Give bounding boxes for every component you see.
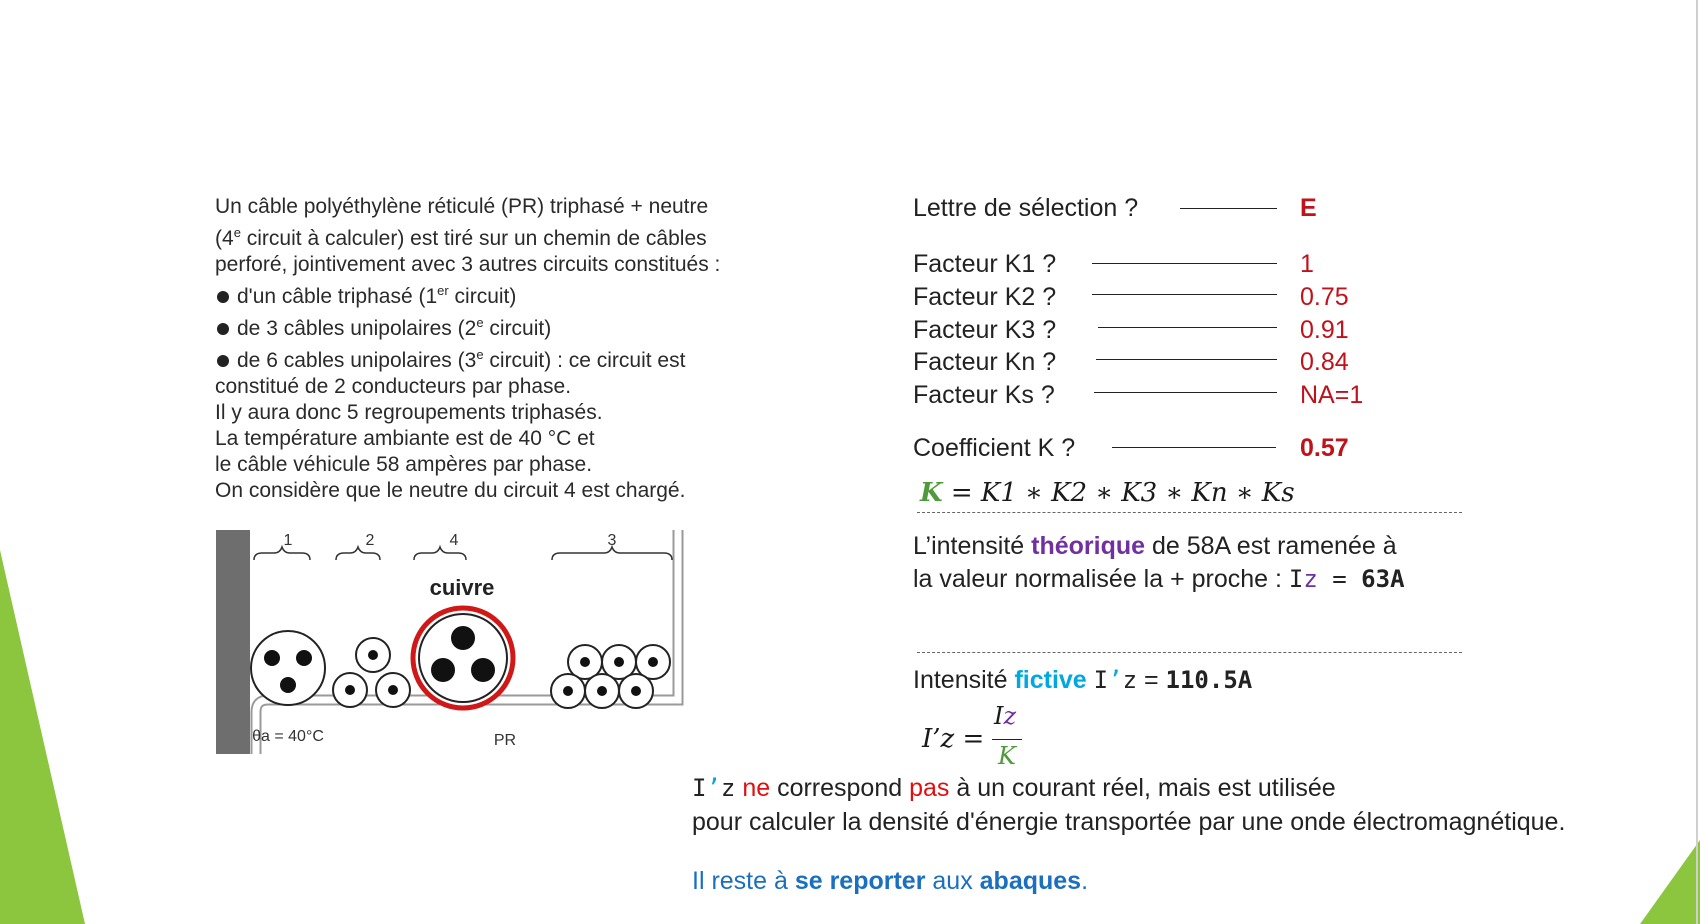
- problem-statement: [215, 194, 720, 504]
- group-label-3: 3: [607, 532, 617, 549]
- problem-bullet-3: de 6 cables unipolaires (3e circuit) : ce circuit est: [215, 342, 720, 374]
- leader-line: [1098, 327, 1277, 328]
- intensity-theoretical-line-1: L’intensité théorique de 58A est ramenée à: [913, 532, 1397, 560]
- question-k2: Facteur K2 ?: [913, 283, 1057, 311]
- leader-line: [1092, 263, 1277, 264]
- answer-letter: E: [1300, 194, 1317, 222]
- left-green-triangle: [0, 550, 85, 924]
- formula-iz-numerator: Iz: [994, 702, 1017, 730]
- intensity-theoretical-line-2: la valeur normalisée la + proche : Iz = 63A: [913, 565, 1405, 593]
- problem-line-8: Il y aura donc 5 regroupements triphasés.: [215, 401, 603, 424]
- formula-iz-denominator: K: [998, 742, 1016, 770]
- answer-k2: 0.75: [1300, 283, 1349, 311]
- wall: [216, 530, 250, 754]
- answer-ks: NA=1: [1300, 381, 1364, 409]
- question-kn: Facteur Kn ?: [913, 348, 1057, 376]
- question-letter: Lettre de sélection ?: [913, 194, 1139, 222]
- bullet-icon: [217, 291, 229, 303]
- i-prime-z-value: 110.5A: [1165, 666, 1253, 694]
- problem-line-9: La température ambiante est de 40 °C et: [215, 427, 595, 450]
- insulation-label: PR: [493, 732, 517, 749]
- problem-line-1: Un câble polyéthylène réticulé (PR) triphasé + neutre: [215, 195, 709, 218]
- problem-line-3: perforé, jointivement avec 3 autres circuits constitués :: [215, 253, 721, 276]
- leader-line: [1180, 208, 1277, 209]
- formula-k: [920, 478, 1295, 508]
- cable-circuit-1: [251, 631, 325, 705]
- separator-2: [917, 652, 1462, 653]
- separator-1: [917, 512, 1462, 513]
- group-label-4: 4: [449, 532, 459, 549]
- question-coefficient: Coefficient K ?: [913, 434, 1076, 462]
- temperature-label: θa = 40°C: [252, 728, 324, 745]
- formula-k-rest: = K1 ∗ K2 ∗ K3 ∗ Kn ∗ Ks: [942, 478, 1295, 508]
- problem-bullet-2: de 3 câbles unipolaires (2e circuit): [215, 310, 720, 342]
- intensity-fictive: Intensité fictive I’z = 110.5A: [913, 666, 1253, 694]
- right-green-triangle: [1640, 840, 1700, 924]
- answer-kn: 0.84: [1300, 348, 1349, 376]
- problem-line-7: constitué de 2 conducteurs par phase.: [215, 375, 572, 398]
- cable-circuit-4: [413, 608, 513, 708]
- note-line-1: I’z ne correspond pas à un courant réel, mais est utilisée: [692, 774, 1336, 802]
- cable-tray-diagram: [210, 520, 700, 780]
- conclusion: Il reste à se reporter aux abaques.: [692, 867, 1089, 895]
- problem-line-2: (4e circuit à calculer) est tiré sur un chemin de câbles: [215, 225, 707, 250]
- fraction-bar: [992, 739, 1022, 740]
- question-k3: Facteur K3 ?: [913, 316, 1057, 344]
- cable-circuit-3: [551, 645, 670, 708]
- iz-value: 63A: [1361, 565, 1405, 593]
- leader-line: [1096, 359, 1277, 360]
- answer-k3: 0.91: [1300, 316, 1349, 344]
- note-line-2: pour calculer la densité d'énergie transportée par une onde électromagnétique.: [692, 808, 1566, 836]
- answer-k1: 1: [1300, 250, 1314, 278]
- formula-iz-lhs: I’z =: [922, 724, 985, 754]
- material-label: cuivre: [429, 575, 495, 600]
- leader-line: [1094, 392, 1277, 393]
- group-label-1: 1: [283, 532, 293, 549]
- problem-line-11: On considère que le neutre du circuit 4 est chargé.: [215, 479, 686, 502]
- problem-bullet-1: d'un câble triphasé (1er circuit): [215, 278, 720, 310]
- problem-line-10: le câble véhicule 58 ampères par phase.: [215, 453, 593, 476]
- formula-k-symbol: K: [920, 478, 943, 508]
- bullet-icon: [217, 355, 229, 367]
- answer-coefficient: 0.57: [1300, 434, 1349, 462]
- question-ks: Facteur Ks ?: [913, 381, 1055, 409]
- leader-line: [1112, 447, 1276, 448]
- leader-line: [1092, 294, 1277, 295]
- group-label-2: 2: [365, 532, 375, 549]
- question-k1: Facteur K1 ?: [913, 250, 1057, 278]
- bullet-icon: [217, 323, 229, 335]
